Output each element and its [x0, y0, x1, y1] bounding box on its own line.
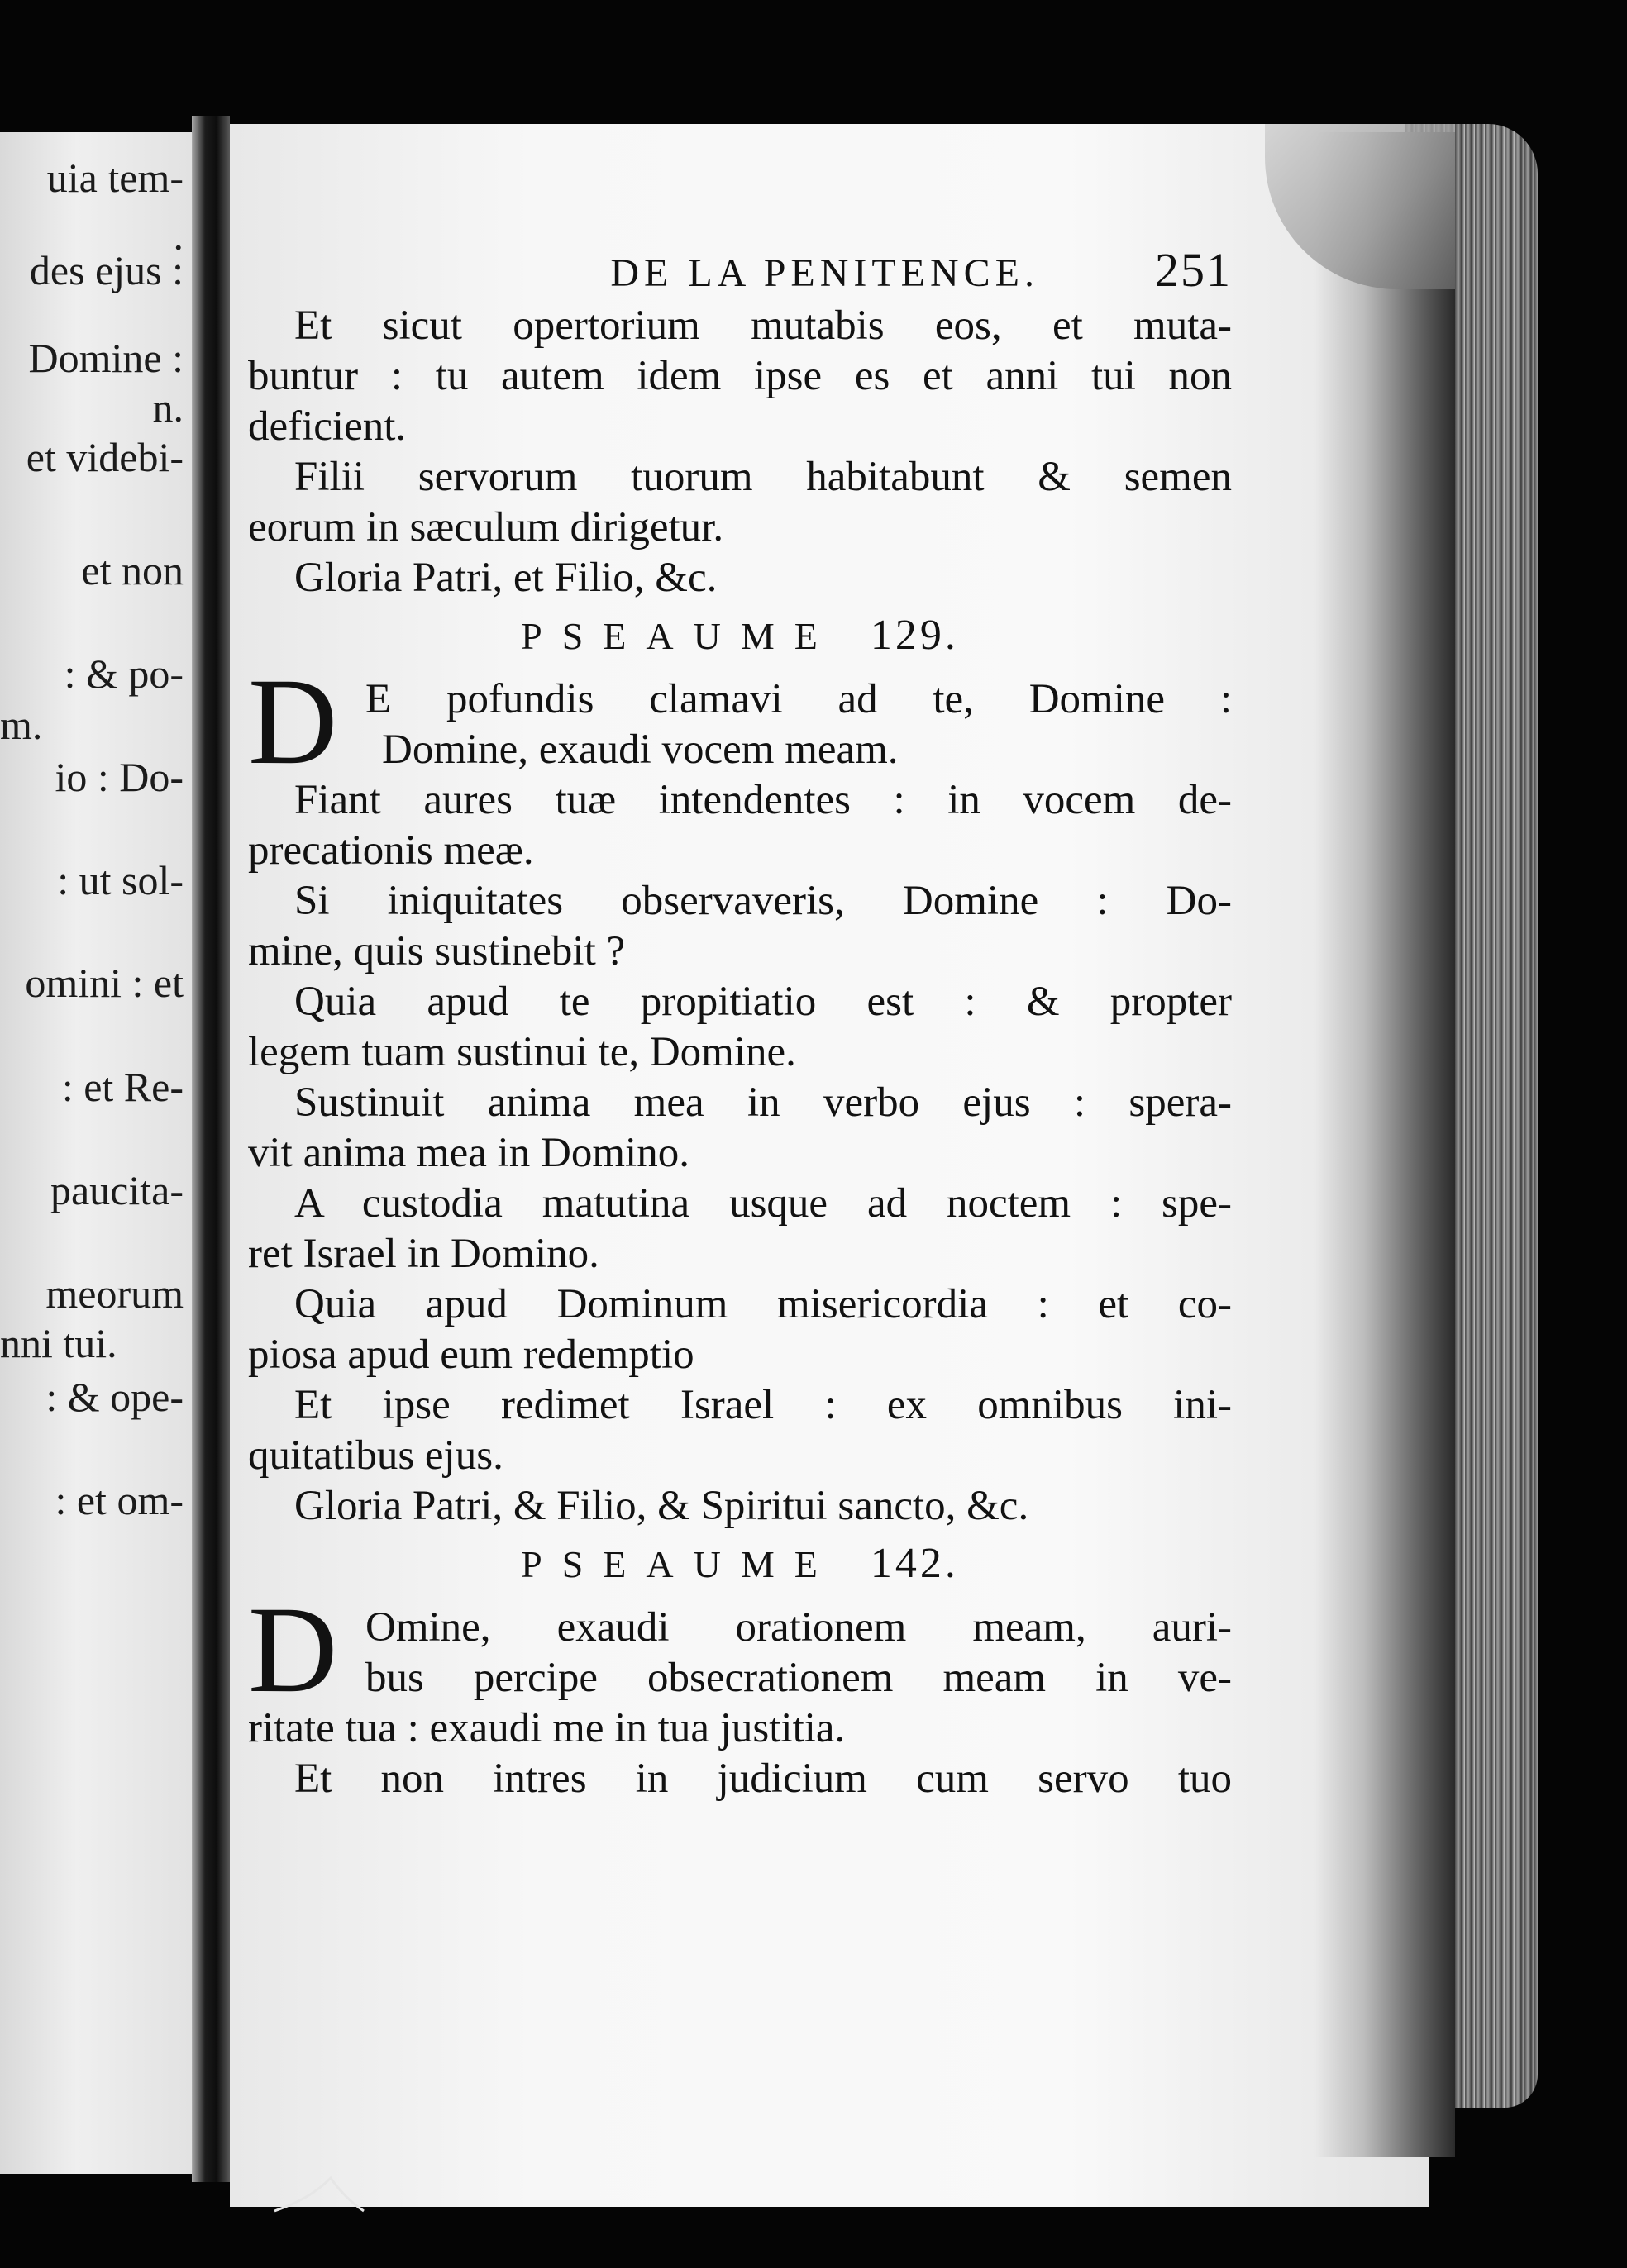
text-line: Gloria Patri, et Filio, &c.	[294, 555, 718, 601]
left-fragment-line: uia tem-	[46, 155, 184, 201]
text-line: Et non intres in judicium cum servo tuo	[294, 1756, 1232, 1802]
left-fragment-line: Domine :	[28, 335, 184, 381]
left-fragment-line: omini : et	[25, 960, 184, 1006]
text-block	[248, 245, 1232, 1804]
left-fragment-line: : et Re-	[61, 1064, 184, 1110]
text-line: Gloria Patri, & Filio, & Spiritui sancto, &c.	[294, 1483, 1029, 1529]
psalm-heading-label: PSEAUME	[521, 615, 837, 657]
left-fragment-line: paucita-	[50, 1167, 184, 1213]
left-fragment-line: : ut sol-	[57, 857, 184, 903]
text-line: Quia apud te propitiatio est : & propter	[294, 979, 1232, 1025]
page-curl-shadow	[1314, 132, 1455, 2157]
running-head	[248, 245, 1232, 296]
left-fragment-line: : et om-	[55, 1477, 184, 1523]
text-line: Omine, exaudi orationem meam, auri-	[365, 1604, 1232, 1651]
book-gutter	[192, 116, 230, 2182]
psalm-129-heading	[248, 603, 1232, 668]
psalm-129-opening	[248, 653, 1232, 790]
text-line: Et ipse redimet Israel : ex omnibus ini-	[294, 1382, 1232, 1428]
text-line: Sustinuit anima mea in verbo ejus : spera-	[294, 1079, 1232, 1126]
psalm-heading-label: PSEAUME	[521, 1543, 837, 1585]
text-line: piosa apud eum redemptio	[248, 1332, 694, 1378]
drop-cap: D	[248, 1581, 338, 1718]
left-fragment-line: .	[173, 212, 184, 259]
left-fragment-line: et videbi-	[26, 434, 184, 480]
psalm-142-heading	[248, 1532, 1232, 1596]
running-title: DE LA PENITENCE.	[610, 251, 1039, 295]
text-line: E pofundis clamavi ad te, Domine :	[365, 676, 1232, 722]
text-line: Domine, exaudi vocem meam.	[382, 727, 899, 773]
psalm-142-opening	[248, 1581, 1232, 1718]
left-fragment-line: m.	[0, 702, 43, 748]
left-fragment-line: io : Do-	[55, 754, 184, 800]
left-fragment-line: meorum	[45, 1270, 184, 1317]
drop-cap: D	[248, 653, 338, 790]
left-fragment-line: nni tui.	[0, 1320, 117, 1366]
left-fragment-line: : & ope-	[45, 1374, 184, 1420]
scratch-mark	[273, 2170, 397, 2219]
text-line: mine, quis sustinebit ?	[248, 928, 626, 974]
text-line: A custodia matutina usque ad noctem : spe-	[294, 1180, 1232, 1227]
psalm-101-ending	[248, 301, 1232, 603]
left-fragment-line: des ejus :	[29, 247, 184, 293]
text-line: legem tuam sustinui te, Domine.	[248, 1029, 796, 1075]
psalm-number: 129.	[870, 612, 959, 659]
text-line: ritate tua : exaudi me in tua justitia.	[248, 1705, 846, 1751]
text-line: quitatibus ejus.	[248, 1432, 503, 1479]
text-line: Et sicut opertorium mutabis eos, et muta-	[294, 303, 1232, 349]
text-line: Si iniquitates observaveris, Domine : Do-	[294, 878, 1232, 924]
text-line: precationis meæ.	[248, 827, 534, 874]
left-fragment-line: n.	[152, 384, 184, 431]
text-line: Filii servorum tuorum habitabunt & semen	[294, 454, 1232, 500]
psalm-142-body	[248, 1703, 1232, 1804]
text-line: ret Israel in Domino.	[248, 1231, 599, 1277]
left-fragment-line: : & po-	[64, 650, 184, 697]
text-line: deficient.	[248, 403, 407, 450]
left-fragment-line: et non	[81, 547, 184, 593]
text-line: eorum in sæculum dirigetur.	[248, 504, 724, 550]
text-line: Fiant aures tuæ intendentes : in vocem de-	[294, 777, 1232, 823]
page-number: 251	[1155, 243, 1232, 297]
text-line: vit anima mea in Domino.	[248, 1130, 689, 1176]
text-line: buntur : tu autem idem ipse es et anni tui non	[248, 353, 1232, 399]
text-line: Quia apud Dominum misericordia : et co-	[294, 1281, 1232, 1327]
psalm-number: 142.	[870, 1540, 959, 1587]
psalm-129-body	[248, 775, 1232, 1532]
text-line: bus percipe obsecrationem meam in ve-	[365, 1655, 1232, 1701]
previous-page-fragment	[0, 132, 192, 2174]
